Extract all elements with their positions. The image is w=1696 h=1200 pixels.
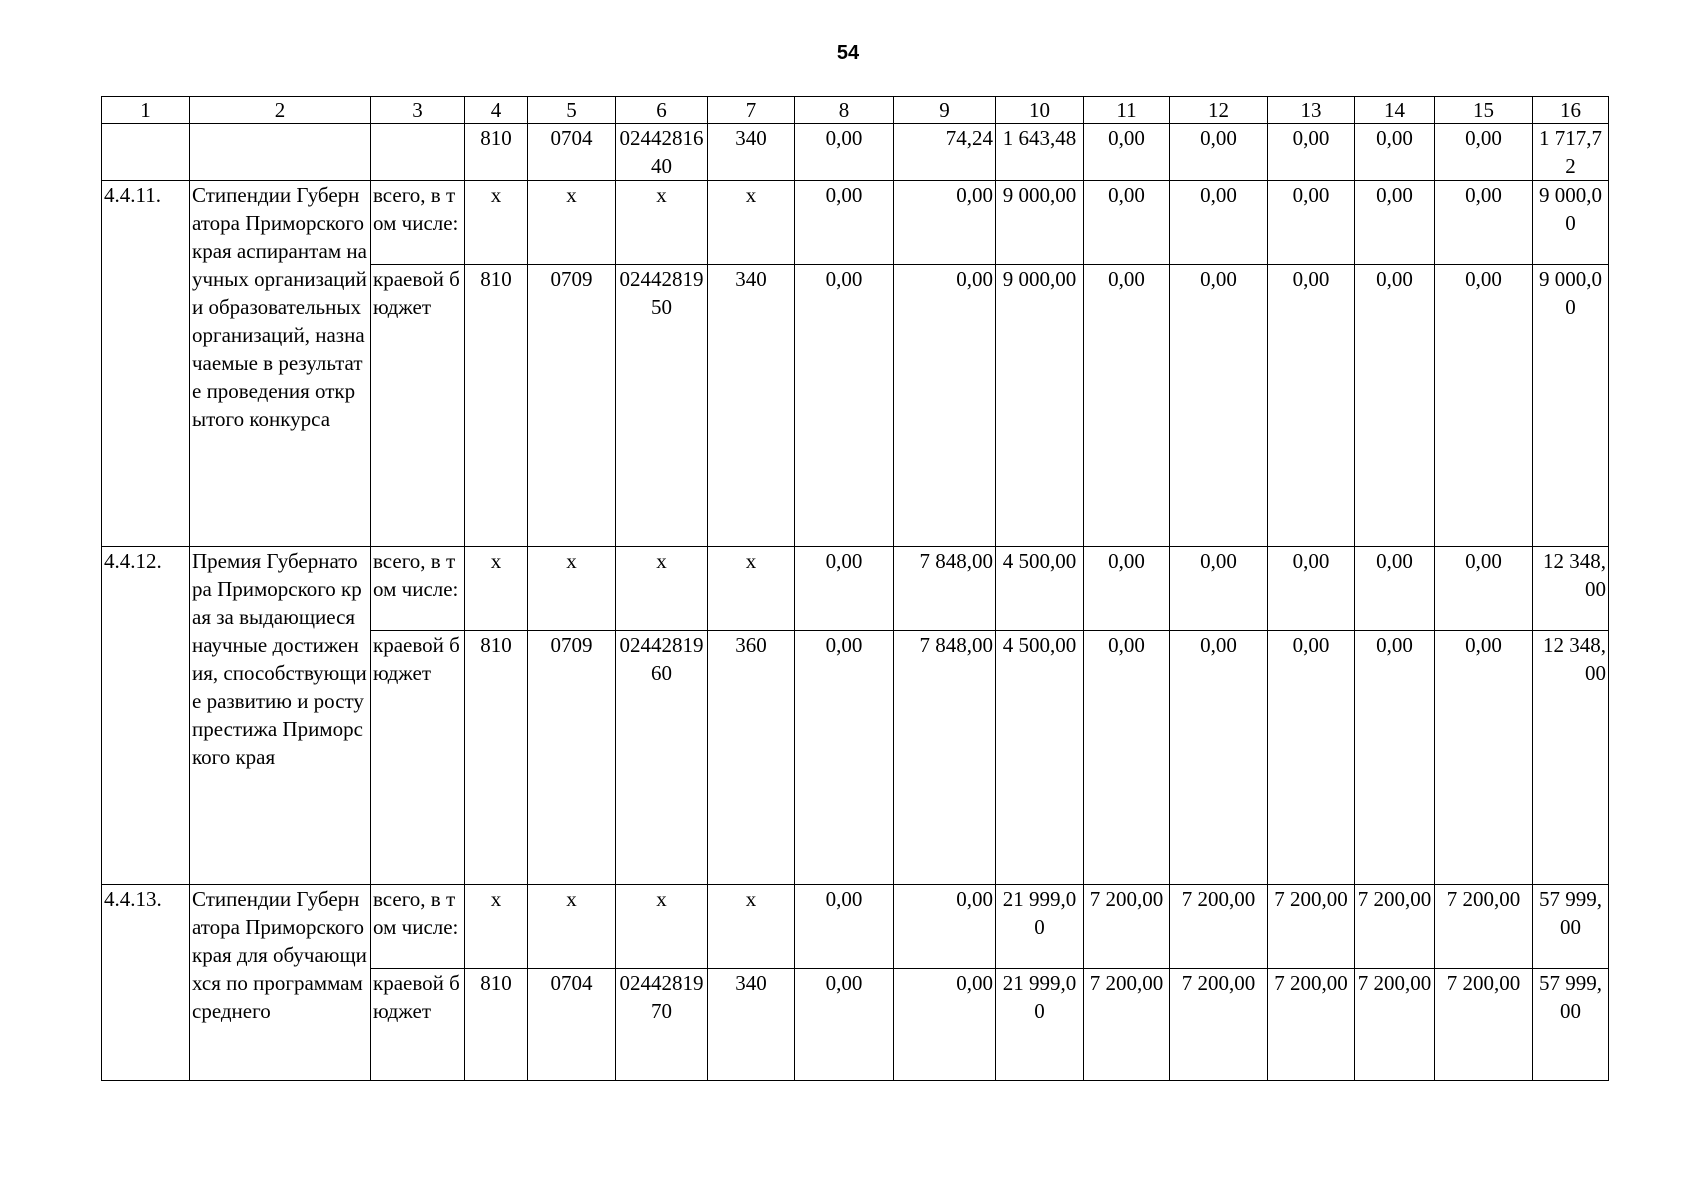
cell-c5: x	[528, 181, 616, 265]
source-cell: краевой бюджет	[371, 631, 465, 885]
source-cell: всего, в том числе:	[371, 181, 465, 265]
cell-c4: x	[465, 181, 528, 265]
column-header: 13	[1268, 97, 1355, 124]
column-header: 10	[996, 97, 1084, 124]
cell-c14: 0,00	[1355, 265, 1435, 547]
cell-c5: x	[528, 547, 616, 631]
cell-c11: 7 200,00	[1084, 885, 1170, 969]
source-cell	[371, 124, 465, 181]
cell-c12: 0,00	[1170, 181, 1268, 265]
cell-c7: 340	[708, 969, 795, 1081]
cell-c15: 7 200,00	[1435, 885, 1533, 969]
table-row-total	[102, 885, 1609, 969]
cell-c9: 0,00	[894, 181, 996, 265]
cell-c13: 7 200,00	[1268, 885, 1355, 969]
cell-c11: 0,00	[1084, 124, 1170, 181]
cell-c12: 0,00	[1170, 547, 1268, 631]
column-header: 1	[102, 97, 190, 124]
cell-c9: 7 848,00	[894, 547, 996, 631]
cell-c10: 9 000,00	[996, 265, 1084, 547]
cell-c16: 9 000,00	[1533, 265, 1609, 547]
cell-c10: 21 999,00	[996, 969, 1084, 1081]
cell-c14: 0,00	[1355, 631, 1435, 885]
cell-c13: 0,00	[1268, 265, 1355, 547]
column-header: 8	[795, 97, 894, 124]
column-header: 4	[465, 97, 528, 124]
cell-c12: 0,00	[1170, 631, 1268, 885]
cell-c7: 360	[708, 631, 795, 885]
cell-c10: 21 999,00	[996, 885, 1084, 969]
row-name-cell: Стипендии Губернатора Приморского края для обучающихся по программам среднего	[190, 885, 371, 1081]
cell-c6: 0244281950	[616, 265, 708, 547]
cell-c15: 0,00	[1435, 547, 1533, 631]
source-cell: всего, в том числе:	[371, 547, 465, 631]
cell-c7: x	[708, 547, 795, 631]
cell-c11: 0,00	[1084, 181, 1170, 265]
cell-c4: 810	[465, 124, 528, 181]
cell-c12: 7 200,00	[1170, 885, 1268, 969]
cell-c4: x	[465, 547, 528, 631]
cell-c10: 9 000,00	[996, 181, 1084, 265]
cell-c9: 0,00	[894, 885, 996, 969]
row-name-cell	[190, 124, 371, 181]
row-id-cell: 4.4.13.	[102, 885, 190, 1081]
table-row-total	[102, 181, 1609, 265]
cell-c16: 57 999,00	[1533, 885, 1609, 969]
cell-c10: 1 643,48	[996, 124, 1084, 181]
cell-c5: 0709	[528, 631, 616, 885]
cell-c5: 0709	[528, 265, 616, 547]
cell-c4: 810	[465, 265, 528, 547]
cell-c10: 4 500,00	[996, 631, 1084, 885]
cell-c16: 12 348,00	[1533, 631, 1609, 885]
cell-c14: 0,00	[1355, 124, 1435, 181]
cell-c6: 0244281970	[616, 969, 708, 1081]
cell-c14: 0,00	[1355, 547, 1435, 631]
cell-c12: 7 200,00	[1170, 969, 1268, 1081]
cell-c14: 7 200,00	[1355, 969, 1435, 1081]
cell-c8: 0,00	[795, 547, 894, 631]
row-name-cell: Премия Губернатора Приморского края за выдающиеся научные достижения, способствующие развитию и росту престижа Приморского края	[190, 547, 371, 885]
cell-c8: 0,00	[795, 181, 894, 265]
cell-c4: 810	[465, 969, 528, 1081]
cell-c8: 0,00	[795, 124, 894, 181]
cell-c15: 0,00	[1435, 631, 1533, 885]
cell-c5: x	[528, 885, 616, 969]
source-cell: краевой бюджет	[371, 265, 465, 547]
cell-c5: 0704	[528, 124, 616, 181]
cell-c12: 0,00	[1170, 124, 1268, 181]
cell-c11: 7 200,00	[1084, 969, 1170, 1081]
column-header: 9	[894, 97, 996, 124]
cell-c7: x	[708, 885, 795, 969]
cell-c14: 7 200,00	[1355, 885, 1435, 969]
cell-c13: 0,00	[1268, 124, 1355, 181]
source-cell: краевой бюджет	[371, 969, 465, 1081]
cell-c13: 7 200,00	[1268, 969, 1355, 1081]
column-number-row	[102, 97, 1609, 124]
cell-c16: 1 717,72	[1533, 124, 1609, 181]
cell-c8: 0,00	[795, 969, 894, 1081]
column-header: 6	[616, 97, 708, 124]
cell-c13: 0,00	[1268, 181, 1355, 265]
cell-c6: 0244281960	[616, 631, 708, 885]
column-header: 14	[1355, 97, 1435, 124]
cell-c7: 340	[708, 124, 795, 181]
column-header: 11	[1084, 97, 1170, 124]
page-number: 54	[836, 42, 860, 64]
column-header: 7	[708, 97, 795, 124]
column-header: 16	[1533, 97, 1609, 124]
budget-table	[101, 96, 1609, 1081]
cell-c16: 9 000,00	[1533, 181, 1609, 265]
cell-c9: 7 848,00	[894, 631, 996, 885]
cell-c13: 0,00	[1268, 547, 1355, 631]
cell-c9: 0,00	[894, 265, 996, 547]
cell-c9: 74,24	[894, 124, 996, 181]
cell-c7: 340	[708, 265, 795, 547]
table-row-total	[102, 547, 1609, 631]
row-id-cell: 4.4.11.	[102, 181, 190, 547]
cell-c11: 0,00	[1084, 265, 1170, 547]
cell-c8: 0,00	[795, 265, 894, 547]
cell-c6: x	[616, 885, 708, 969]
cell-c15: 0,00	[1435, 181, 1533, 265]
cell-c8: 0,00	[795, 631, 894, 885]
cell-c15: 0,00	[1435, 124, 1533, 181]
column-header: 2	[190, 97, 371, 124]
cell-c14: 0,00	[1355, 181, 1435, 265]
cell-c15: 7 200,00	[1435, 969, 1533, 1081]
cell-c10: 4 500,00	[996, 547, 1084, 631]
column-header: 15	[1435, 97, 1533, 124]
cell-c4: x	[465, 885, 528, 969]
cell-c6: x	[616, 181, 708, 265]
column-header: 3	[371, 97, 465, 124]
cell-c16: 57 999,00	[1533, 969, 1609, 1081]
source-cell: всего, в том числе:	[371, 885, 465, 969]
table-row-continuation	[102, 124, 1609, 181]
cell-c16: 12 348,00	[1533, 547, 1609, 631]
cell-c5: 0704	[528, 969, 616, 1081]
cell-c11: 0,00	[1084, 547, 1170, 631]
cell-c8: 0,00	[795, 885, 894, 969]
cell-c11: 0,00	[1084, 631, 1170, 885]
cell-c15: 0,00	[1435, 265, 1533, 547]
column-header: 12	[1170, 97, 1268, 124]
row-id-cell	[102, 124, 190, 181]
row-id-cell: 4.4.12.	[102, 547, 190, 885]
row-name-cell: Стипендии Губернатора Приморского края аспирантам научных организаций и образовательных организаций, назначаемые в результате проведения открытого конкурса	[190, 181, 371, 547]
column-header: 5	[528, 97, 616, 124]
cell-c12: 0,00	[1170, 265, 1268, 547]
cell-c6: x	[616, 547, 708, 631]
cell-c4: 810	[465, 631, 528, 885]
cell-c7: x	[708, 181, 795, 265]
cell-c9: 0,00	[894, 969, 996, 1081]
cell-c6: 0244281640	[616, 124, 708, 181]
cell-c13: 0,00	[1268, 631, 1355, 885]
